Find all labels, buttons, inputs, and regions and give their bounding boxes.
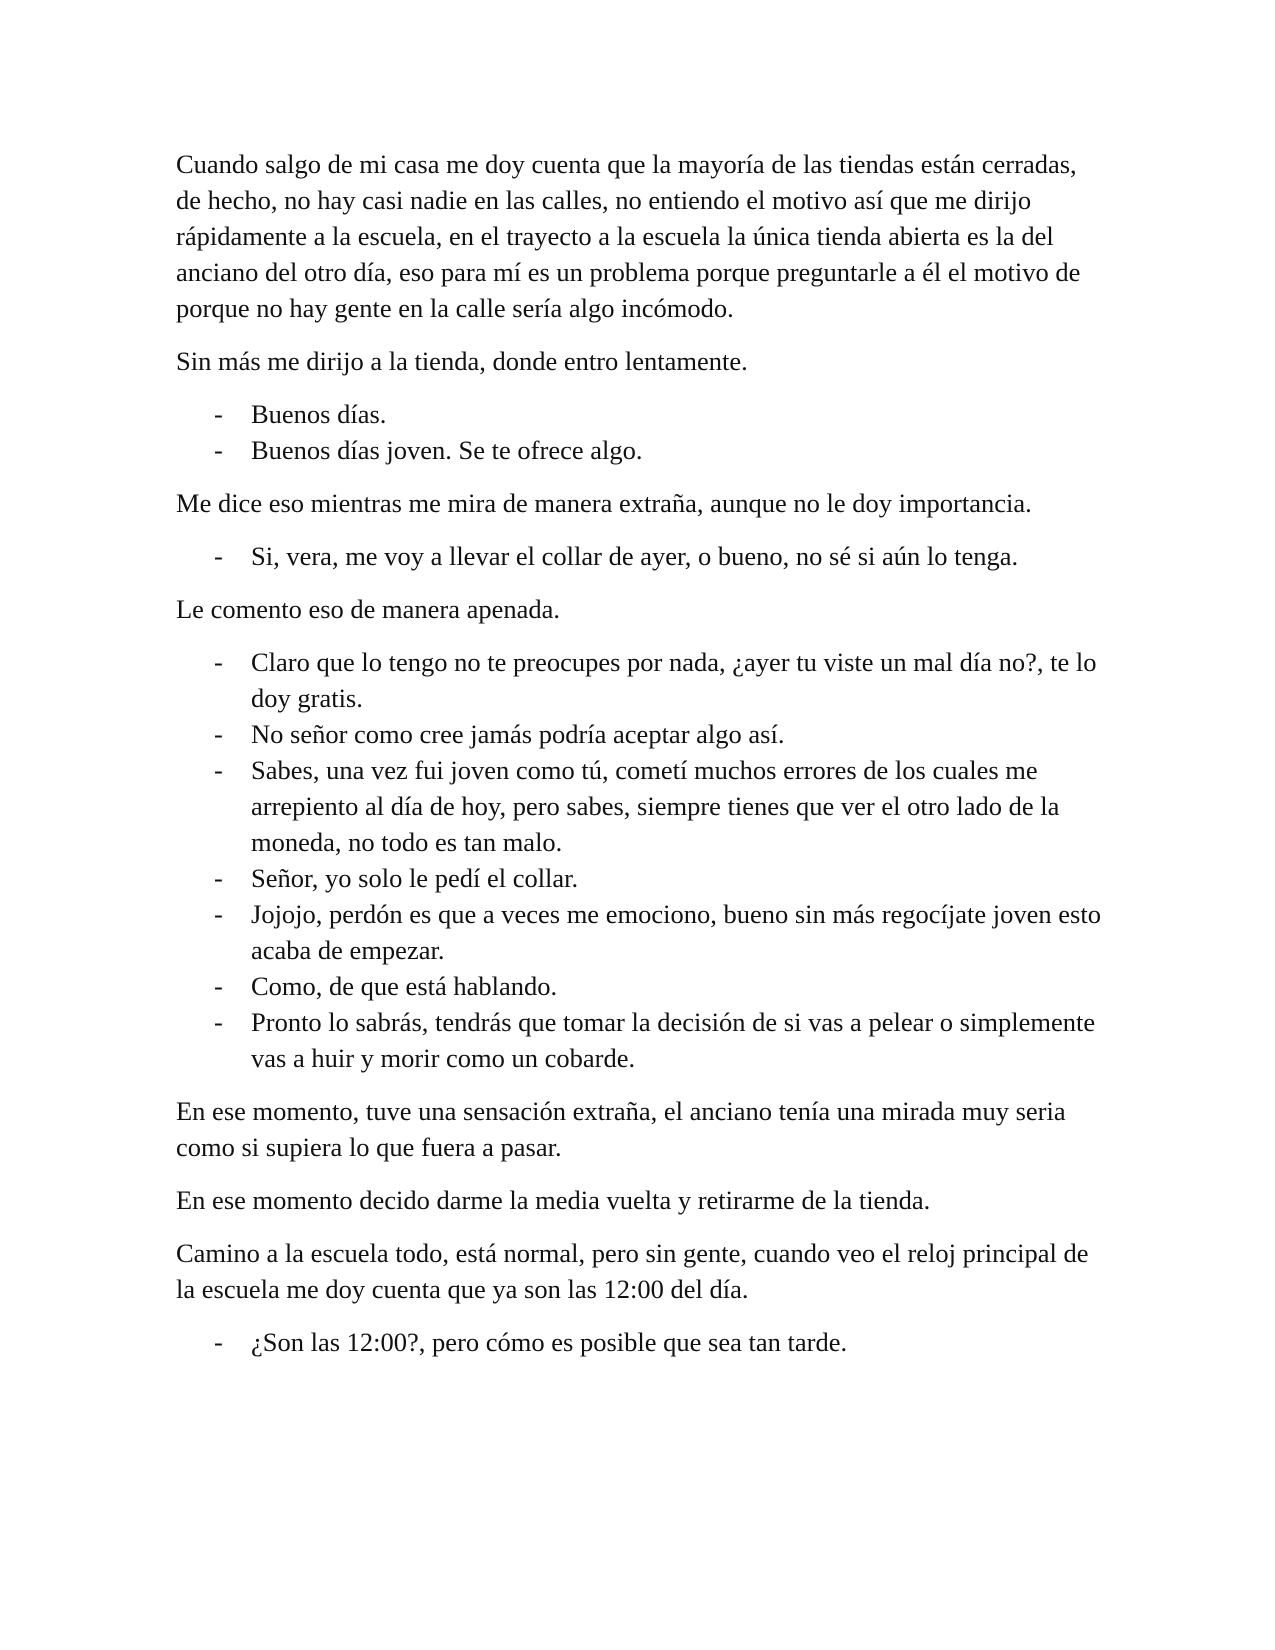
dialogue-list bbox=[176, 396, 1106, 468]
document-body bbox=[176, 146, 1106, 1377]
dialogue-dash: - bbox=[214, 1327, 223, 1357]
dialogue-list bbox=[176, 644, 1106, 1076]
dialogue-list bbox=[176, 538, 1106, 574]
dialogue-dash: - bbox=[214, 647, 223, 677]
dialogue-line bbox=[176, 1004, 1106, 1076]
dialogue-dash: - bbox=[214, 899, 223, 929]
dialogue-dash: - bbox=[214, 719, 223, 749]
dialogue-line bbox=[176, 968, 1106, 1004]
dialogue-line bbox=[176, 644, 1106, 716]
paragraph: En ese momento, tuve una sensación extraña, el anciano tenía una mirada muy seria como si supiera lo que fuera a pasar. bbox=[176, 1096, 1066, 1162]
dialogue-dash: - bbox=[214, 1007, 223, 1037]
dialogue-line bbox=[176, 752, 1106, 860]
dialogue-text: Claro que lo tengo no te preocupes por nada, ¿ayer tu viste un mal día no?, te lo doy gratis. bbox=[251, 647, 1097, 713]
dialogue-line bbox=[176, 716, 1106, 752]
dialogue-line bbox=[176, 538, 1106, 574]
dialogue-text: Buenos días joven. Se te ofrece algo. bbox=[251, 435, 643, 465]
dialogue-line bbox=[176, 860, 1106, 896]
dialogue-text: Si, vera, me voy a llevar el collar de ayer, o bueno, no sé si aún lo tenga. bbox=[251, 541, 1019, 571]
dialogue-line bbox=[176, 432, 1106, 468]
dialogue-line bbox=[176, 396, 1106, 432]
dialogue-line bbox=[176, 1324, 1106, 1360]
dialogue-dash: - bbox=[214, 971, 223, 1001]
paragraph: Sin más me dirijo a la tienda, donde entro lentamente. bbox=[176, 346, 748, 376]
dialogue-text: Señor, yo solo le pedí el collar. bbox=[251, 863, 579, 893]
dialogue-text: Sabes, una vez fui joven como tú, cometí muchos errores de los cuales me arrepiento al día de hoy, pero sabes, siempre tienes que ver el otro lado de la moneda, no todo es tan malo. bbox=[251, 755, 1060, 857]
dialogue-line bbox=[176, 896, 1106, 968]
paragraph: Le comento eso de manera apenada. bbox=[176, 594, 561, 624]
dialogue-dash: - bbox=[214, 755, 223, 785]
dialogue-dash: - bbox=[214, 435, 223, 465]
dialogue-dash: - bbox=[214, 541, 223, 571]
dialogue-dash: - bbox=[214, 863, 223, 893]
paragraph: En ese momento decido darme la media vuelta y retirarme de la tienda. bbox=[176, 1185, 931, 1215]
dialogue-list bbox=[176, 1324, 1106, 1360]
dialogue-text: ¿Son las 12:00?, pero cómo es posible que sea tan tarde. bbox=[251, 1327, 848, 1357]
paragraph: Cuando salgo de mi casa me doy cuenta que la mayoría de las tiendas están cerradas, de hecho, no hay casi nadie en las calles, no entiendo el motivo así que me dirijo rápidamente a la escuela, en el trayecto a la escuela la única tienda abierta es la del anciano del otro día, eso para mí es un problema porque preguntarle a él el motivo de porque no hay gente en la calle sería algo incómodo. bbox=[176, 149, 1081, 323]
paragraph: Me dice eso mientras me mira de manera extraña, aunque no le doy importancia. bbox=[176, 488, 1032, 518]
dialogue-text: Pronto lo sabrás, tendrás que tomar la decisión de si vas a pelear o simplemente vas a huir y morir como un cobarde. bbox=[251, 1007, 1096, 1073]
paragraph: Camino a la escuela todo, está normal, pero sin gente, cuando veo el reloj principal de la escuela me doy cuenta que ya son las 12:00 del día. bbox=[176, 1238, 1089, 1304]
dialogue-text: Buenos días. bbox=[251, 399, 387, 429]
dialogue-dash: - bbox=[214, 399, 223, 429]
dialogue-text: No señor como cree jamás podría aceptar algo así. bbox=[251, 719, 785, 749]
dialogue-text: Jojojo, perdón es que a veces me emociono, bueno sin más regocíjate joven esto acaba de empezar. bbox=[251, 899, 1101, 965]
dialogue-text: Como, de que está hablando. bbox=[251, 971, 558, 1001]
